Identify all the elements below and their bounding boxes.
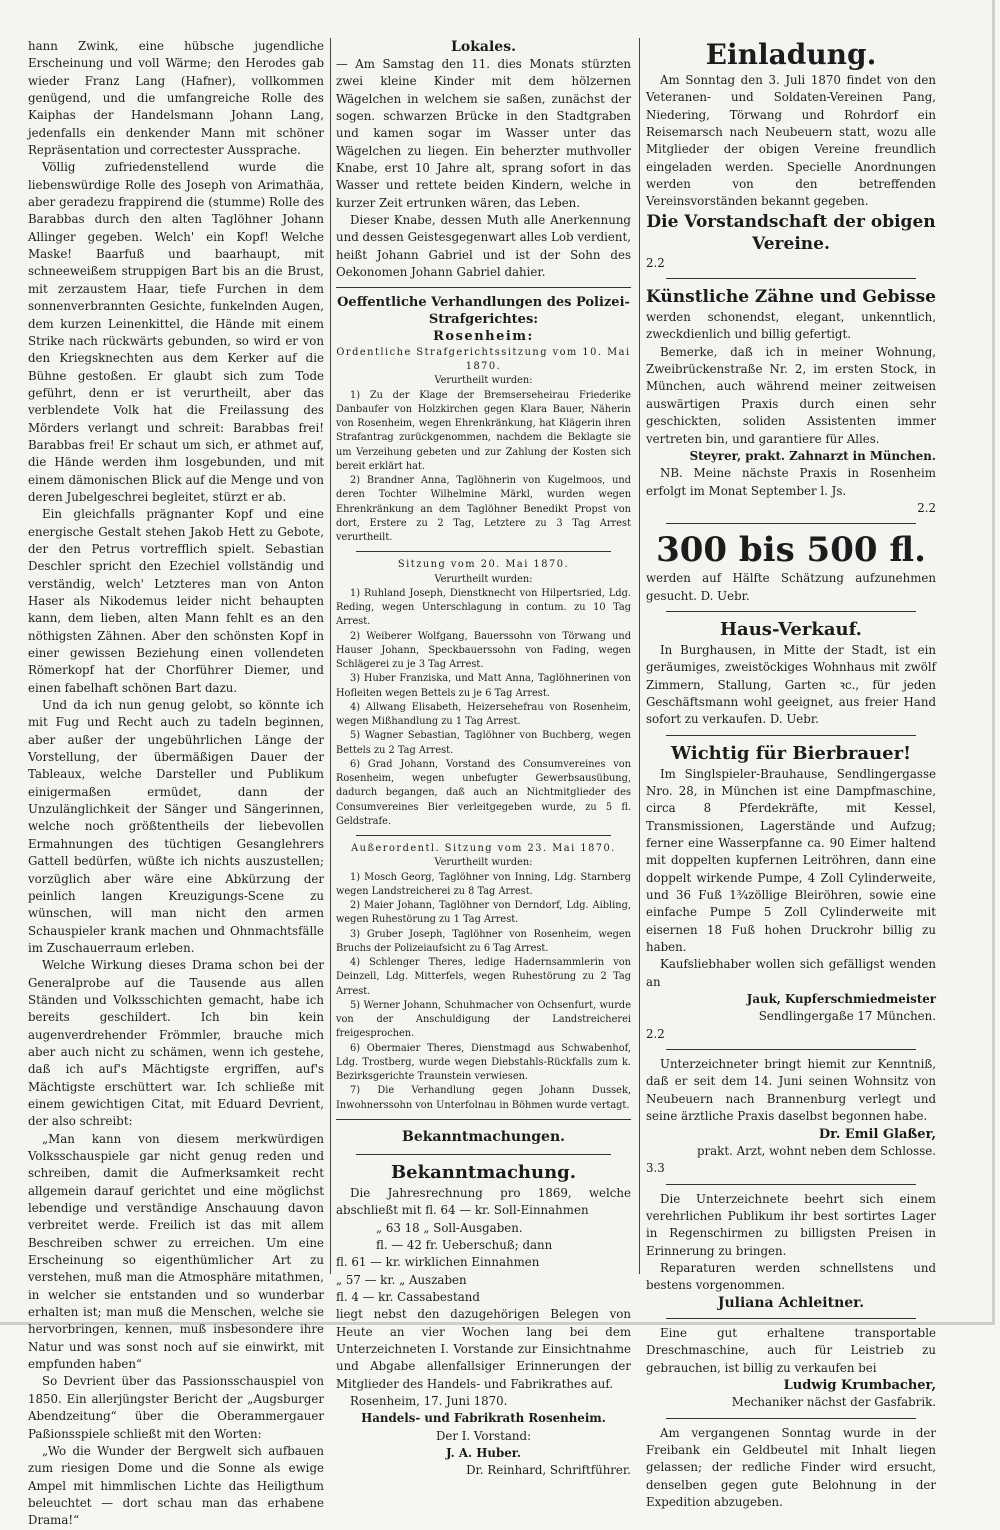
- court-item: 2) Brandner Anna, Taglöhnerin von Kugelmoos, und deren Tochter Wilhelmine Märkl, wurden wegen Ehrenkränkung an dem Taglöhner Benedikt Propst von dort, Erstere zu 2 Tag, Letztere zu 3 Tag Arrest verurtheilt.: [336, 475, 631, 544]
- account-row: fl. 61 — kr. wirklichen Einnahmen: [336, 1255, 540, 1270]
- ad-reference: 3.3: [646, 1161, 665, 1176]
- column-rule: [639, 38, 640, 1274]
- bekanntmachung-text: liegt nebst den dazugehörigen Belegen von Heute an vier Wochen lang bei dem Unterzeichneten I. Vorstande zur Einsichtnahme und Abgabe allenfallsiger Erinnerungen der Mitglieder des Handels- und Fabrikrathes auf.: [336, 1307, 631, 1391]
- article-paragraph: Welche Wirkung dieses Drama schon bei der Generalprobe auf die Tausende aus allen Ständen und Volksschichten gemacht, habe ich bereits geschildert. Ich bin kein augenverdrehender Frömmler, brauche mich aber auch nicht zu schämen, wenn ich gestehe, daß ich auf's Mächtigste ergriffen, auf's Mächtigste erschüttert war. Ich schließe mit einem gewichtigen Citat, mit Eduard Devrient, der also schreibt:: [28, 958, 324, 1129]
- ad-reference: 2.2: [646, 1026, 665, 1041]
- divider: [666, 1418, 916, 1419]
- schirm-text: Die Unterzeichnete beehrt sich einem verehrlichen Publikum ihr best sortirtes Lager in Regenschirmen zu billigsten Preisen in Erinnerung zu bringen.: [646, 1191, 936, 1258]
- bekanntmachung-date: Rosenheim, 17. Juni 1870.: [350, 1393, 508, 1408]
- divider: [666, 1184, 916, 1185]
- divider: [666, 735, 916, 736]
- column-middle: [336, 38, 631, 1478]
- ad-reference: 2.2: [646, 255, 665, 270]
- schirm-text: Reparaturen werden schnellstens und bestens vorgenommen.: [646, 1260, 936, 1293]
- account-row: fl. 4 — kr. Cassabestand: [336, 1289, 480, 1304]
- haus-text: In Burghausen, in Mitte der Stadt, ist ein geräumiges, zweistöckiges Wohnhaus mit zwölf Zimmern, Stallung, Garten ꝛc., für jeden Geschäftsmann wohl geeignet, aus freier Hand sofort zu verkaufen. D. Uebr.: [646, 642, 936, 727]
- court-item: 4) Allwang Elisabeth, Heizersehefrau von Rosenheim, wegen Mißhandlung zu 1 Tag Arrest.: [336, 701, 631, 728]
- dresch-text: Eine gut erhaltene transportable Dreschmaschine, auch für Leistrieb zu gebrauchen, ist billig zu verkaufen bei: [646, 1325, 936, 1375]
- account-row: „ 63 18 „ Soll-Ausgaben.: [376, 1220, 523, 1235]
- article-paragraph: Ein gleichfalls prägnanter Kopf und eine energische Gestalt stehen Jakob Hett zu Gebote, der den Petrus vortrefflich spielt. Sebastian Deschler spricht den Ezechiel vollständig und verständig, welch' Letzteres man von Anton Haser als Nikodemus leider nicht behaupten kann, dem lieben, alten Mann fehlt es an den nöthigsten Zähnen. Aber den schönsten Kopf in einer gewissen Beziehung einen vollendeten Römerkopf hat der Chorführer Diemer, und einen fabelhaft schönen Bart dazu.: [28, 507, 324, 695]
- beutel-text: Am vergangenen Sonntag wurde in der Freibank ein Geldbeutel mit Inhalt liegen gelassen; der redliche Finder wird ersucht, denselben gegen gute Belohnung in der Expedition abzugeben.: [646, 1425, 936, 1510]
- article-paragraph: Völlig zufriedenstellend wurde die liebenswürdige Rolle des Joseph von Arimathäa, aber geradezu frappirend die (stumme) Rolle des Barabbas durch den alten Taglöhner Johann Allinger gegeben. Welch' ein Kopf! Welche Maske! Baarfuß und baarhaupt, mit schneeweißem struppigen Bart bis an die Brust, mit zerzaustem Haar, tiefe Furchen in dem sonnenverbrannten Gesichte, funkelnden Augen, dem kurzen Leinenkittel, die Hände mit einem Strike nach rückwärts gebunden, so wird er von den Kriegsknechten aus dem Kerker auf die Bühne gestoßen. Er glaubt sich zum Tode geführt, denn er ist verurtheilt, aber das verblendete Volk hat die Freilassung des Mörders verlangt und schreit: Barabbas frei! Barabbas frei! Er schaut um sich, er athmet auf, die Hände werden ihm losgebunden, und mit einem dämonischen Blick auf die Menge und von deren Jubelgeschrei begleitet, stürzt er ab.: [28, 160, 324, 504]
- court-item: 2) Weiberer Wolfgang, Bauerssohn von Törwang und Hauser Johann, Speckbauerssohn von Fading, wegen Schlägerei zu je 3 Tag Arrest.: [336, 630, 631, 671]
- account-row: „ 57 — kr. „ Auszaben: [336, 1272, 467, 1287]
- zaehne-signature: Steyrer, prakt. Zahnarzt in München.: [689, 448, 936, 463]
- court-item: 5) Wagner Sebastian, Taglöhner von Buchberg, wegen Bettels zu 2 Tag Arrest.: [336, 730, 631, 756]
- divider: [356, 1154, 611, 1155]
- court-item: 1) Zu der Klage der Bremserseheirau Friederike Danbaufer von Holzkirchen gegen Klara Bauer, Näherin von Rosenheim, wegen Ehrenkränkung, hat Klägerin ihren Strafantrag zurückgenommen, nachdem die Beklagte sie um Verzeihung gebeten und zur Zahlung der Kosten sich bereit erklärt hat.: [336, 389, 631, 472]
- bier-signature: Jauk, Kupferschmiedmeister: [746, 992, 936, 1007]
- schirm-signature: Juliana Achleitner.: [717, 1294, 865, 1311]
- divider: [666, 611, 916, 612]
- divider: [666, 1049, 916, 1050]
- geld-text: werden auf Hälfte Schätzung aufzunehmen gesucht. D. Uebr.: [646, 571, 936, 603]
- bekanntmachung-vorstand: Der I. Vorstand:: [435, 1428, 532, 1443]
- bekanntmachung-text: Die Jahresrechnung pro 1869, welche abschließt mit fl. 64 — kr. Soll-Einnahmen: [336, 1185, 631, 1218]
- lokales-paragraph: Dieser Knabe, dessen Muth alle Anerkennung und dessen Geistesgegenwart alles Lob verdient, heißt Johann Gabriel und ist der Sohn des Oekonomen Johann Gabriel dahier.: [336, 213, 631, 280]
- ad-reference: 2.2: [917, 500, 936, 515]
- verurtheilt-label: Verurtheilt wurden:: [434, 573, 533, 585]
- verurtheilt-label: Verurtheilt wurden:: [434, 375, 533, 387]
- divider: [666, 278, 916, 279]
- court-item: 3) Gruber Joseph, Taglöhner von Rosenheim, wegen Bruchs der Polizeiaufsicht zu 6 Tag Arrest.: [336, 928, 631, 954]
- zaehne-text: werden schonendst, elegant, unkenntlich, zweckdienlich und billig gefertigt.: [646, 310, 936, 342]
- lokales-paragraph: — Am Samstag den 11. dies Monats stürzten zwei kleine Kinder mit dem hölzernen Wägelchen in welchem sie saßen, zunächst der sogen. schwarzen Brücke in den Stadtgraben und kamen sogar im Wasser unter das Wägelchen zu liegen. Ein beherzter muthvoller Knabe, erst 10 Jahre alt, sprang sofort in das Wasser und rettete beiden Kindern, welche in kurzer Zeit ertrunken wären, das Leben.: [336, 57, 631, 210]
- column-right: [646, 38, 936, 1510]
- bier-title: Wichtig für Bierbrauer!: [670, 742, 911, 764]
- bekanntmachungen-heading: Bekanntmachungen.: [401, 1128, 566, 1145]
- bier-text: Kaufsliebhaber wollen sich gefälligst wenden an: [646, 957, 936, 989]
- divider: [666, 523, 916, 524]
- arzt-text: Unterzeichneter bringt hiemit zur Kenntniß, daß er seit dem 14. Juni seinen Wohnsitz von Neubeuern nach Brannenburg verlegt und seine ärztliche Praxis daselbst begonnen habe.: [646, 1057, 936, 1124]
- arzt-subtitle: prakt. Arzt, wohnt neben dem Schlosse.: [696, 1143, 936, 1158]
- court-item: 4) Schlenger Theres, ledige Hadernsammlerin von Deinzell, Ldg. Mitterfels, wegen Ruhestörung zu 2 Tag Arrest.: [336, 957, 631, 997]
- bekanntmachung-title: Bekanntmachung.: [390, 1161, 577, 1183]
- bekanntmachung-secretary: Dr. Reinhard, Schriftführer.: [466, 1463, 631, 1478]
- zaehne-title: Künstliche Zähne und Gebisse: [646, 287, 936, 308]
- court-item: 1) Mosch Georg, Taglöhner von Inning, Ldg. Starnberg wegen Landstreicherei zu 8 Tag Arrest.: [336, 871, 631, 897]
- court-item: 5) Werner Johann, Schuhmacher von Ochsenfurt, wurde von der Anschuldigung der Landstreicherei freigesprochen.: [336, 999, 631, 1040]
- haus-title: Haus-Verkauf.: [720, 618, 862, 640]
- court-item: 7) Die Verhandlung gegen Johann Dussek, Inwohnerssohn von Unterfolnau in Böhmen wurde vertagt.: [336, 1085, 631, 1111]
- session-title: Sitzung vom 20. Mai 1870.: [397, 559, 570, 571]
- court-item: 3) Huber Franziska, und Matt Anna, Taglöhnerinen von Hofleiten wegen Bettels zu je 6 Tag Arrest.: [336, 673, 631, 699]
- lokales-heading: Lokales.: [451, 39, 516, 55]
- divider: [336, 287, 631, 288]
- dresch-subtitle: Mechaniker nächst der Gasfabrik.: [731, 1395, 936, 1410]
- account-row: fl. — 42 fr. Ueberschuß; dann: [376, 1237, 553, 1252]
- quote-paragraph: „Wo die Wunder der Bergwelt sich aufbauen zum riesigen Dome und die Sonne als ewige Ampel mit himmlischen Lichte das Heiligthum beleuchtet — dort schau man das erhabene Drama!“: [28, 1443, 324, 1528]
- divider: [356, 835, 611, 836]
- column-rule: [330, 38, 331, 1274]
- court-item: 2) Maier Johann, Taglöhner von Derndorf, Ldg. Aibling, wegen Ruhestörung zu 1 Tag Arrest.: [336, 900, 631, 926]
- dresch-signature: Ludwig Krumbacher,: [783, 1377, 936, 1393]
- column-left: [28, 38, 324, 1528]
- court-heading: Oeffentliche Verhandlungen des Polizei-Strafgerichtes:: [337, 295, 630, 328]
- zaehne-text: Bemerke, daß ich in meiner Wohnung, Zweibrückenstraße Nr. 2, im ersten Stock, in München, auch während meiner zeitweisen auswärtigen Praxis durch einen sehr geschickten, soliden Assistenten immer vertreten bin, und garantiere für Alles.: [646, 344, 936, 446]
- einladung-text: Am Sonntag den 3. Juli 1870 findet von den Veteranen- und Soldaten-Vereinen Pang, Niedering, Törwang und Rohrdorf ein Reisemarsch nach Neubeuern statt, wozu alle Mitglieder der obigen Vereine freundlich eingeladen werden. Specielle Anordnungen werden von den betreffenden Vereinsvorständen bekannt gegeben.: [646, 73, 936, 209]
- geld-title: 300 bis 500 fl.: [656, 530, 926, 571]
- court-place: Rosenheim:: [433, 329, 534, 345]
- divider: [356, 551, 611, 552]
- verurtheilt-label: Verurtheilt wurden:: [434, 857, 533, 869]
- divider: [666, 1318, 916, 1319]
- bekanntmachung-org: Handels- und Fabrikrath Rosenheim.: [361, 1411, 606, 1426]
- session-title: Ordentliche Strafgerichtssitzung vom 10. Mai 1870.: [336, 346, 631, 373]
- quote-paragraph: „Man kann von diesem merkwürdigen Volksschauspiele gar nicht genug reden und schreiben, damit die Aufmerksamkeit recht allgemein darauf gerichtet und eine möglichst lebendige und verständige Anschauung davon verbreitet werde. Freilich ist das mit allem Beschreiben schwer zu erreichen. Um eine Erscheinung so eigenthümlicher Art zu verstehen, muß man die Atmosphäre mitathmen, in welcher sie entstanden und so wunderbar erhalten ist; man muß die Menschen, welche sie hervorbringen, kennen, muß insbesondere ihre Natur und was sonst noch auf sie einwirkt, mit empfunden haben“: [28, 1131, 324, 1372]
- einladung-title: Einladung.: [705, 38, 877, 71]
- court-item: 1) Ruhland Joseph, Dienstknecht von Hilpertsried, Ldg. Reding, wegen Unterschlagung in contum. zu 10 Tag Arrest.: [336, 587, 631, 628]
- bier-address: Sendlingergaße 17 München.: [758, 1009, 936, 1024]
- article-paragraph: hann Zwink, eine hübsche jugendliche Erscheinung und voll Wärme; den Herodes gab wieder Franz Lang (Hafner), vollkommen genügend, und die umfangreiche Rolle des Kaiphas der Handelsmann Johann Lang, jedenfalls ein denkender Mann mit schöner Repräsentation und correctester Aussprache.: [28, 39, 324, 158]
- einladung-signature: Die Vorstandschaft der obigen Vereine.: [646, 211, 936, 254]
- article-paragraph: So Devrient über das Passionsschauspiel von 1850. Ein allerjüngster Bericht der „Augsburger Abendzeitung“ über die Oberammergauer Paßionsspiele schließt mit den Worten:: [28, 1374, 324, 1441]
- bier-text: Im Singlspieler-Brauhause, Sendlingergasse Nro. 28, in München ist eine Dampfmaschine, circa 8 Pferdekräfte, mit Kessel, Transmissionen, Lagerstände und Aufzug; ferner eine Wasserpfanne ca. 90 Eimer haltend mit doppelten kupfernen Leitröhren, dann eine doppelt wirkende Pumpe, 4 Zoll Cylinderweite, und 36 Fuß 1¾zöllige Bleiröhren, sowie eine einfache Pumpe 5 Zoll Cylinderweite mit eisernen 18 Fuß hohen Druckrohr billig zu haben.: [646, 766, 936, 955]
- zaehne-note: NB. Meine nächste Praxis in Rosenheim erfolgt im Monat September l. Js.: [646, 466, 936, 498]
- court-item: 6) Grad Johann, Vorstand des Consumvereines von Rosenheim, wegen unbefugter Gewerbsausübung, dadurch begangen, daß auch an Nichtmitglieder des Consumvereines Bier verleitgegeben wurde, zu 5 fl. Geldstrafe.: [336, 758, 631, 827]
- divider: [336, 1119, 631, 1120]
- article-paragraph: Und da ich nun genug gelobt, so könnte ich mit Fug und Recht auch zu tadeln beginnen, aber außer der ungebührlichen Länge der Vorstellung, der übermäßigen Dauer der Tableaux, welche Darsteller und Publikum einigermaßen ermüdet, dann der Unzulänglichkeit der Sänger und Sängerinnen, welche noch größtentheils der liebevollen Ermahnungen des tüchtigen Gesanglehrers Gattell bedürfen, wüßte ich nichts auszustellen; vorzüglich aber wäre eine Abkürzung der peinlich langen Kreuzigungs-Scene zu wünschen, will man nicht den armen Schauspieler krank machen und Ohnmachtsfälle im Zuschauerraum erleben.: [28, 698, 324, 955]
- bekanntmachung-signature: J. A. Huber.: [446, 1445, 521, 1460]
- court-item: 6) Obermaier Theres, Dienstmagd aus Schwabenhof, Ldg. Trostberg, wurde wegen Diebstahls-Rückfalls zum k. Bezirksgerichte Traunstein verwiesen.: [336, 1042, 631, 1083]
- session-title: Außerordentl. Sitzung vom 23. Mai 1870.: [351, 843, 616, 855]
- arzt-signature: Dr. Emil Glaßer,: [818, 1126, 936, 1142]
